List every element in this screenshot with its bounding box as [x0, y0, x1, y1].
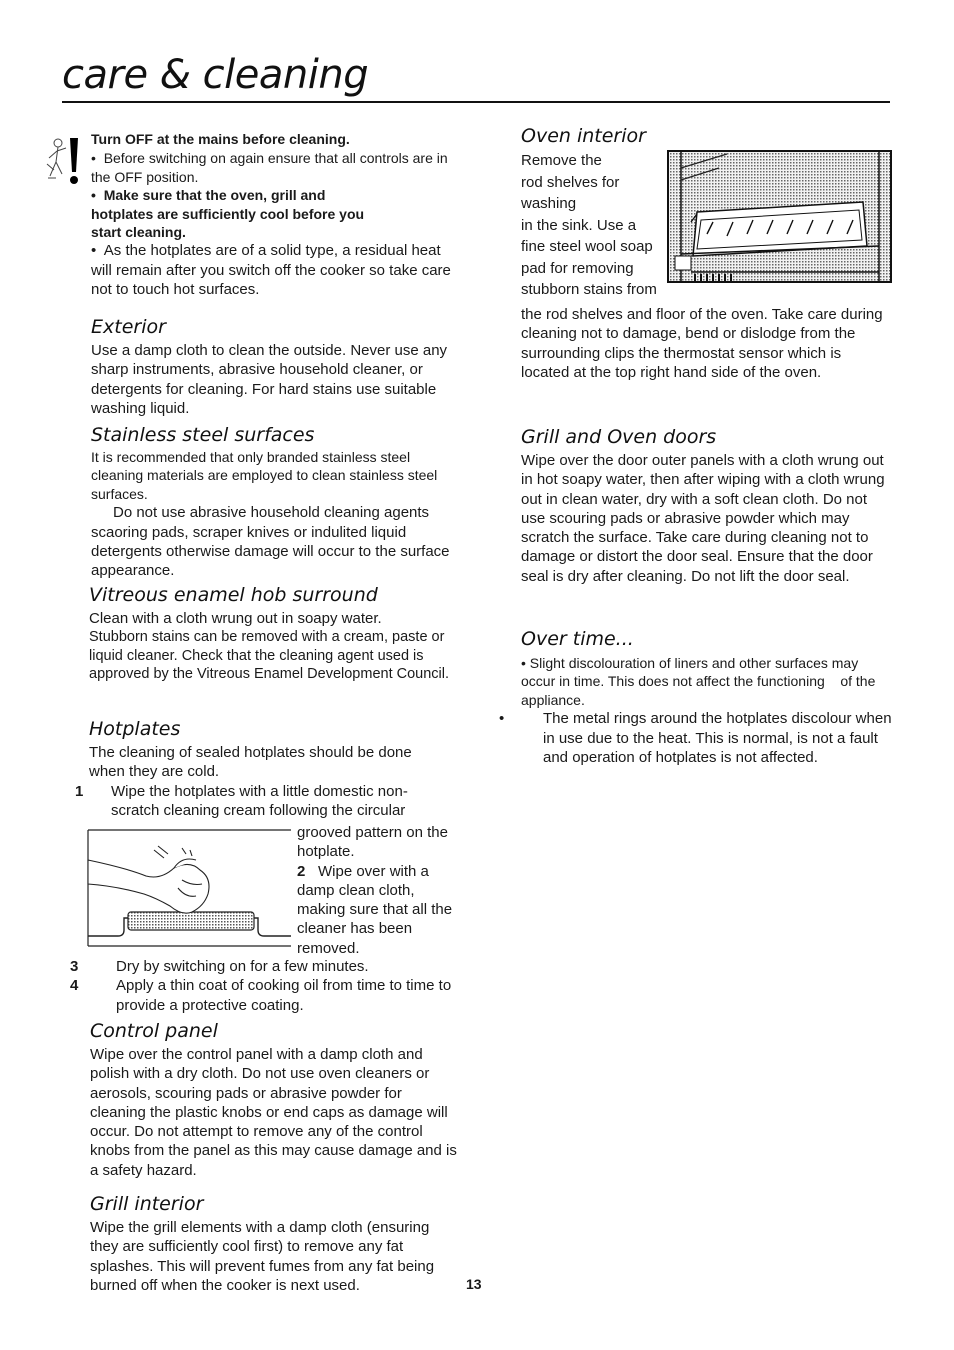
oven-interior-line: Remove the — [521, 152, 602, 169]
warning-line: Turn OFF at the mains before cleaning. — [91, 131, 350, 147]
section-text: Stubborn stains can be removed with a cream, paste or liquid cleaner. Check that the cleaning agent used is approved by the Vitreous Enamel Development Council. — [89, 629, 450, 683]
section-text: Wipe over the control panel with a damp cloth and polish with a dry cloth. Do not use oven cleaners or aerosols, scouring pads or abrasive powder for cleaning the plastic knobs or end caps as damage will occur. Do not attempt to remove any of the control knobs from the panel as this may cause damage and is a safety hazard. — [90, 1046, 457, 1179]
hotplate-cleaning-illustration — [86, 828, 294, 950]
section-text: It is recommended that only branded stainless steel cleaning materials are employed to clean stainless steel surfaces. — [91, 449, 438, 502]
warning-bullet-bold: • Make sure that the oven, grill and hotplates are sufficiently cool before you start cleaning. — [91, 187, 365, 241]
page-number: 13 — [466, 1276, 482, 1292]
section-heading: Over time... — [521, 628, 634, 650]
section-heading: Oven interior — [521, 125, 646, 147]
section-grill-oven-doors — [521, 426, 893, 586]
over-time-bullet: • The metal rings around the hotplates discolour when in use due to the heat. This is normal, is not a fault and operation of hotplates is not affected. — [499, 710, 892, 766]
oven-interior-line: fine steel wool soap — [521, 238, 653, 255]
oven-interior-line: washing — [521, 195, 577, 212]
section-control-panel — [90, 1020, 458, 1180]
section-text: Wipe over the door outer panels with a cloth wrung out in hot soapy water, then after wiping with a cloth wrung out in clean water, dry with a soft clean cloth. Do not use scouring pads or abrasive powder which may scratch the surface. Take care during cleaning not to damage or distort the door seal. Ensure that the door seal is dry after cleaning. Do not lift the door seal. — [521, 452, 889, 585]
section-heading: Stainless steel surfaces — [91, 424, 315, 446]
section-stainless — [91, 424, 453, 580]
oven-interior-line: rod shelves for — [521, 173, 620, 191]
section-text: Do not use abrasive household cleaning agents scaoring pads, scraper knives or indulited liquid detergents otherwise damage will occur to the surface appearance. — [91, 504, 450, 580]
step-item: 1 Wipe the hotplates with a little domestic non-scratch cleaning cream following the circular — [75, 782, 408, 819]
warning-person-icon — [44, 134, 84, 190]
section-heading: Hotplates — [89, 718, 181, 740]
section-text: Use a damp cloth to clean the outside. Never use any sharp instruments, abrasive household cleaner, or detergents for cleaning. For hard stains use suitable washing liquid. — [91, 342, 448, 417]
hotplate-steps-bottom — [70, 957, 453, 1015]
section-vitreous — [89, 584, 457, 684]
oven-interior-line: in the sink. Use a — [521, 216, 637, 234]
warning-block — [91, 130, 461, 299]
oven-interior-line: stubborn stains from — [521, 281, 657, 298]
section-heading: Control panel — [90, 1020, 218, 1042]
title-rule — [62, 101, 890, 103]
section-heading: Grill and Oven doors — [521, 426, 717, 448]
oven-interior-text — [521, 150, 671, 301]
section-grill-interior — [90, 1193, 460, 1295]
step-item: 2 Wipe over with a damp clean cloth, making sure that all the cleaner has been removed. — [297, 862, 453, 957]
section-text: Clean with a cloth wrung out in soapy water. — [89, 610, 382, 627]
oven-interior-text-rest — [521, 305, 891, 382]
step-item: 4 Apply a thin coat of cooking oil from time to time to provide a protective coating. — [70, 977, 452, 1014]
hotplate-steps-side — [297, 823, 457, 958]
section-text: the rod shelves and floor of the oven. Take care during cleaning not to damage, bend or dislodge from the surrounding clips the thermostat sensor which is located at the top right hand side of the oven. — [521, 306, 883, 381]
section-text: Wipe the grill elements with a damp cloth (ensuring they are sufficiently cool first) to remove any fat splashes. This will prevent fumes from any fat being burned off when the cooker is next used. — [90, 1219, 435, 1294]
section-text: The cleaning of sealed hotplates should be done when they are cold. — [89, 744, 412, 781]
section-heading: Grill interior — [90, 1193, 204, 1215]
page-title: care & cleaning — [62, 52, 369, 98]
section-heading: Vitreous enamel hob surround — [89, 584, 378, 606]
section-hotplates — [75, 718, 449, 820]
step-item: 3 Dry by switching on for a few minutes. — [70, 958, 369, 975]
oven-interior-illustration — [667, 150, 893, 284]
section-heading: Exterior — [91, 316, 166, 338]
oven-interior-line: pad for removing — [521, 259, 634, 277]
section-exterior — [91, 316, 461, 418]
step-continuation: grooved pattern on the hotplate. — [297, 824, 448, 861]
over-time-bullet: • Slight discolouration of liners and other surfaces may occur in time. This does not affect the functioning of the appliance. — [521, 655, 880, 708]
section-oven-interior — [521, 125, 671, 301]
warning-bullet: • Before switching on again ensure that all controls are in the OFF position. — [91, 150, 448, 185]
warning-bullet: • As the hotplates are of a solid type, a residual heat will remain after you switch off the cooker so take care not to touch hot surfaces. — [91, 242, 451, 299]
section-over-time — [499, 628, 893, 767]
